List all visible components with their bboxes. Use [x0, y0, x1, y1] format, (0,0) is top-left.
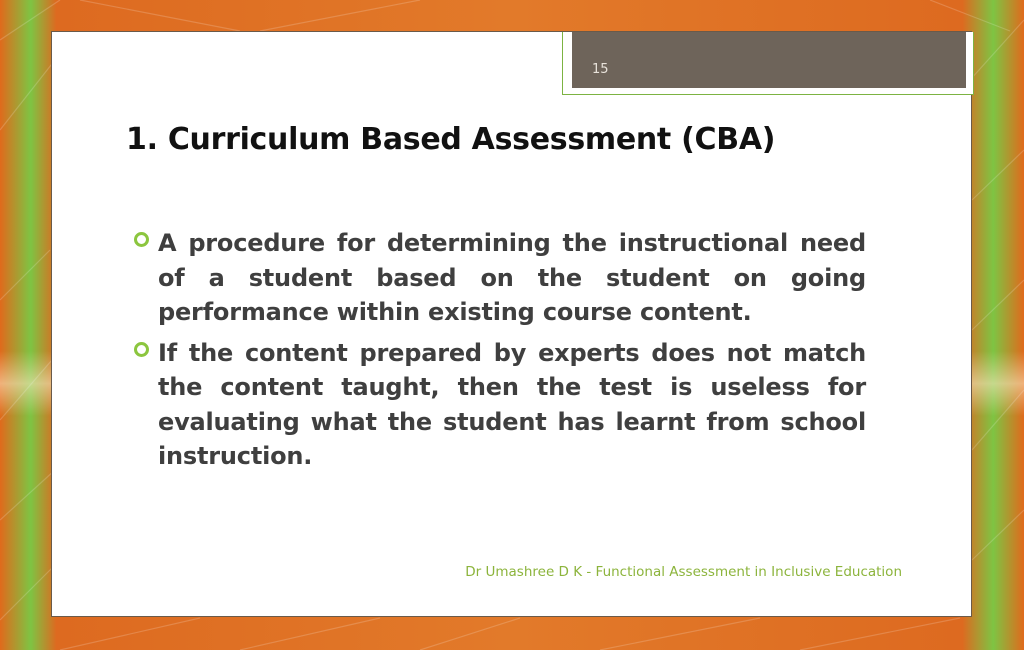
slide-footer: Dr Umashree D K - Functional Assessment in Inclusive Education [465, 564, 902, 580]
bullet-list [132, 226, 866, 480]
bullet-text: If the content prepared by experts does not match the content taught, then the test is useless for evaluating what the student has learnt from school instruction. [158, 338, 866, 470]
bullet-item [132, 336, 866, 474]
bullet-item [132, 226, 866, 330]
slide-number-box [572, 32, 966, 88]
ring-bullet-icon [134, 342, 149, 357]
ring-bullet-icon [134, 232, 149, 247]
slide-number-tab [562, 32, 974, 95]
slide-title: 1. Curriculum Based Assessment (CBA) [126, 122, 776, 157]
bullet-text: A procedure for determining the instructional need of a student based on the student on going performance within existing course content. [158, 229, 866, 326]
slide-number: 15 [592, 62, 609, 77]
